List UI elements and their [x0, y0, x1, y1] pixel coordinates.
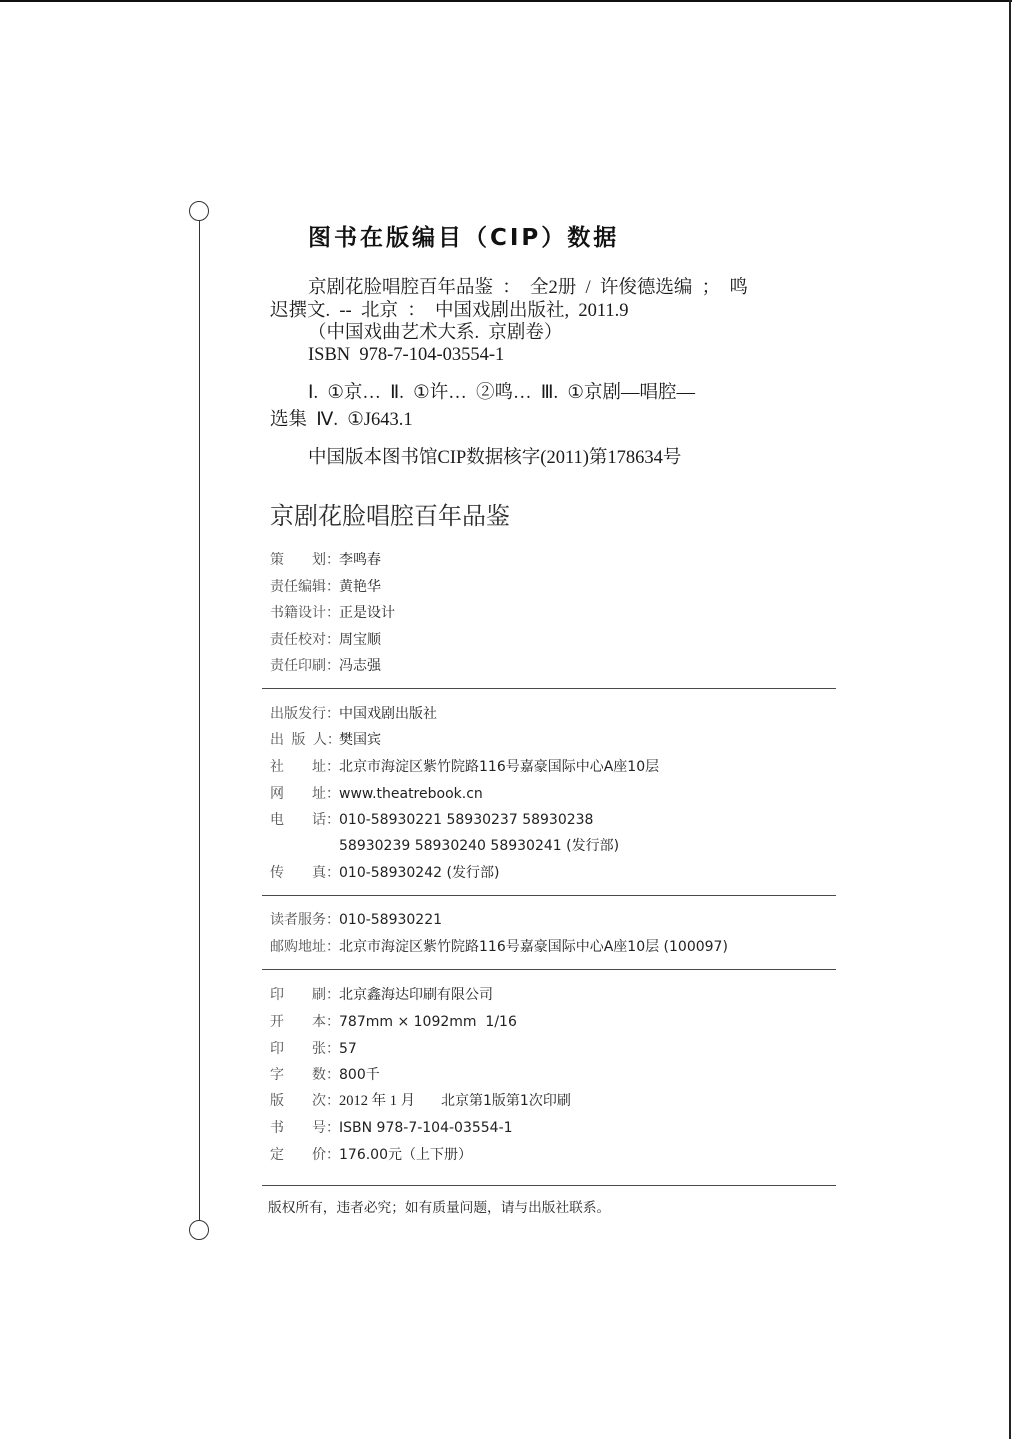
- printing-value: ISBN 978-7-104-03554-1: [339, 1120, 513, 1136]
- cip-record-line: 迟撰文. -- 北京 ： 中国戏剧出版社, 2011.9: [270, 301, 629, 321]
- cip-subject-line: Ⅰ. ①京… Ⅱ. ①许… ②鸣… Ⅲ. ①京剧—唱腔—: [308, 383, 695, 403]
- scan-edge-right: [1009, 0, 1011, 1439]
- printing-label: 书 号：: [270, 1120, 340, 1136]
- publisher-row-fax: [270, 864, 830, 882]
- printing-value: 800千: [339, 1067, 380, 1083]
- printing-row-word-count: [270, 1066, 830, 1084]
- reader-row-mail-order: [270, 938, 830, 956]
- credit-value: 正是设计: [339, 605, 395, 621]
- scan-edge-top: [0, 0, 1012, 2]
- reader-row-service: [270, 911, 830, 929]
- credit-value: 李鸣春: [339, 552, 381, 568]
- printing-row-price: [270, 1146, 830, 1164]
- publisher-label: 社 址：: [270, 759, 340, 775]
- credit-label: 责任校对：: [270, 632, 340, 648]
- credit-row-printing-supervisor: [270, 657, 830, 675]
- cip-series-line: （中国戏曲艺术大系. 京剧卷）: [308, 323, 563, 343]
- publisher-label: 传 真：: [270, 865, 340, 881]
- binding-hole-bottom: [189, 1220, 209, 1240]
- credit-value: 冯志强: [339, 658, 381, 674]
- cip-isbn-line: ISBN 978-7-104-03554-1: [308, 345, 505, 365]
- publisher-label: 电 话：: [270, 812, 340, 828]
- printing-row-isbn: [270, 1119, 830, 1137]
- credit-row-design: [270, 604, 830, 622]
- credit-label: 策 划：: [270, 552, 340, 568]
- credit-value: 周宝顺: [339, 632, 381, 648]
- publisher-value: 中国戏剧出版社: [339, 706, 437, 722]
- reader-label: 读者服务：: [270, 912, 340, 928]
- printing-row-printer: [270, 986, 830, 1004]
- cip-heading: 图书在版编目（CIP）数据: [308, 225, 620, 251]
- credit-row-proofreading: [270, 631, 830, 649]
- publisher-row-phone-continued: [270, 837, 830, 855]
- printing-row-edition: [270, 1092, 830, 1110]
- publisher-row-website: [270, 785, 830, 803]
- printing-label: 印 张：: [270, 1041, 340, 1057]
- reader-label: 邮购地址：: [270, 939, 340, 955]
- section-divider: [262, 895, 836, 896]
- publisher-value: www.theatrebook.cn: [339, 786, 483, 802]
- printing-label: 字 数：: [270, 1067, 340, 1083]
- section-divider: [262, 1185, 836, 1186]
- cip-record-line: 京剧花脸唱腔百年品鉴 ： 全2册 / 许俊德选编 ； 鸣: [308, 278, 748, 298]
- printing-value: 787mm × 1092mm 1/16: [339, 1014, 517, 1030]
- printing-row-format: [270, 1013, 830, 1031]
- credit-label: 责任编辑：: [270, 579, 340, 595]
- cip-subject-line: 选集 Ⅳ. ①J643.1: [270, 410, 413, 430]
- section-divider: [262, 969, 836, 970]
- printing-label: 开 本：: [270, 1014, 340, 1030]
- printing-value: 北京鑫海达印刷有限公司: [339, 987, 493, 1003]
- publisher-row-address: [270, 758, 830, 776]
- printing-value-extra: 北京第1版第1次印刷: [441, 1093, 571, 1109]
- binding-line: [199, 221, 200, 1220]
- printing-value: 176.00元（上下册）: [339, 1147, 472, 1163]
- publisher-label: 出 版 人：: [270, 732, 341, 748]
- printing-label: 定 价：: [270, 1147, 340, 1163]
- credit-label: 书籍设计：: [270, 605, 340, 621]
- cip-approval-number: 中国版本图书馆CIP数据核字(2011)第178634号: [308, 448, 682, 468]
- publisher-label: 出版发行：: [270, 706, 340, 722]
- printing-row-sheets: [270, 1040, 830, 1058]
- publisher-value: 010-58930242 (发行部): [339, 865, 500, 881]
- credit-value: 黄艳华: [339, 579, 381, 595]
- publisher-value: 010-58930221 58930237 58930238: [339, 812, 594, 828]
- publisher-value: 樊国宾: [339, 732, 381, 748]
- publisher-row-publisher: [270, 731, 830, 749]
- publisher-label: 网 址：: [270, 786, 340, 802]
- printing-label: 版 次：: [270, 1093, 340, 1109]
- credit-row-planning: [270, 551, 830, 569]
- publisher-value: 北京市海淀区紫竹院路116号嘉豪国际中心A座10层: [339, 759, 660, 775]
- section-divider: [262, 688, 836, 689]
- credit-label: 责任印刷：: [270, 658, 340, 674]
- reader-value: 北京市海淀区紫竹院路116号嘉豪国际中心A座10层 (100097): [339, 939, 728, 955]
- binding-hole-top: [189, 201, 209, 221]
- publisher-row-distributor: [270, 705, 830, 723]
- credit-row-editor: [270, 578, 830, 596]
- publisher-value: 58930239 58930240 58930241 (发行部): [339, 838, 620, 854]
- printing-value: 57: [339, 1041, 357, 1057]
- reader-value: 010-58930221: [339, 912, 443, 928]
- copyright-notice: 版权所有，违者必究；如有质量问题，请与出版社联系。: [268, 1200, 611, 1216]
- printing-value: 2012 年 1 月: [339, 1093, 416, 1109]
- publisher-row-phone: [270, 811, 830, 829]
- printing-label: 印 刷：: [270, 987, 340, 1003]
- book-title: 京剧花脸唱腔百年品鉴: [270, 502, 510, 530]
